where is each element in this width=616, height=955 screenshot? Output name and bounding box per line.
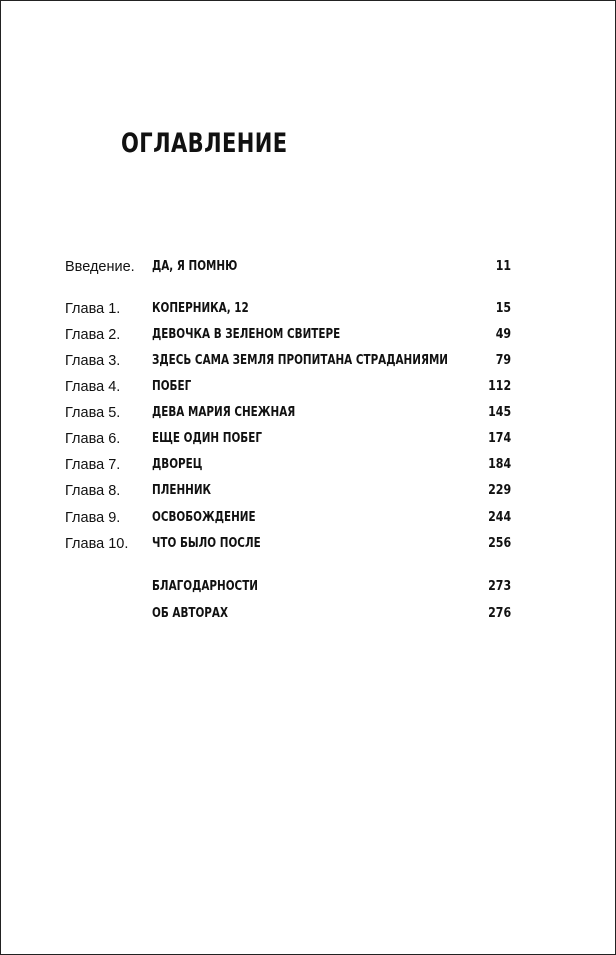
toc-entry-title: ПЛЕННИК — [152, 483, 212, 498]
toc-entry-title: ДЕВОЧКА В ЗЕЛЕНОМ СВИТЕРЕ — [152, 327, 341, 342]
toc-entry-page-number: 256 — [487, 536, 511, 551]
toc-entry-page-number: 112 — [487, 379, 511, 394]
toc-entry-prefix: Глава 4. — [65, 379, 121, 395]
toc-entry-title: ЕЩЕ ОДИН ПОБЕГ — [152, 431, 262, 446]
toc-entry-title: ОБ АВТОРАХ — [152, 606, 228, 621]
toc-entry-page-number: 145 — [487, 405, 511, 420]
toc-entry-prefix: Введение. — [65, 259, 135, 275]
toc-entry-prefix: Глава 3. — [65, 353, 121, 369]
toc-entry-title: ЗДЕСЬ САМА ЗЕМЛЯ ПРОПИТАНА СТРАДАНИЯМИ — [152, 353, 449, 368]
toc-entry-chapter-6[interactable] — [65, 429, 511, 449]
toc-entry-chapter-9[interactable] — [65, 508, 511, 528]
toc-entry-page-number: 11 — [495, 259, 511, 274]
toc-entry-prefix: Глава 5. — [65, 405, 121, 421]
toc-entry-prefix: Глава 9. — [65, 510, 121, 526]
toc-entry-about-authors[interactable] — [65, 604, 511, 624]
toc-entry-page-number: 79 — [495, 353, 511, 368]
toc-entry-page-number: 49 — [495, 327, 511, 342]
toc-entry-page-number: 273 — [487, 579, 511, 594]
toc-entry-prefix: Глава 1. — [65, 301, 121, 317]
toc-entry-chapter-10[interactable] — [65, 534, 511, 554]
toc-entry-title: ПОБЕГ — [152, 379, 192, 394]
toc-entry-title: ДЕВА МАРИЯ СНЕЖНАЯ — [152, 405, 296, 420]
toc-entry-prefix: Глава 2. — [65, 327, 121, 343]
toc-entry-page-number: 276 — [487, 606, 511, 621]
toc-entry-page-number: 229 — [487, 483, 511, 498]
toc-entry-title: КОПЕРНИКА, 12 — [152, 301, 249, 316]
toc-entry-acknowledgements[interactable] — [65, 577, 511, 597]
toc-entry-chapter-4[interactable] — [65, 377, 511, 397]
toc-entry-prefix: Глава 6. — [65, 431, 121, 447]
toc-entry-prefix: Глава 10. — [65, 536, 129, 552]
toc-entry-chapter-1[interactable] — [65, 299, 511, 319]
toc-entry-intro[interactable] — [65, 257, 511, 277]
toc-entry-chapter-5[interactable] — [65, 403, 511, 423]
toc-entry-prefix: Глава 8. — [65, 483, 121, 499]
toc-entry-title: ДВОРЕЦ — [152, 457, 203, 472]
toc-entry-chapter-2[interactable] — [65, 325, 511, 345]
toc-entry-title: ОСВОБОЖДЕНИЕ — [152, 510, 256, 525]
toc-entry-title: ДА, Я ПОМНЮ — [152, 259, 238, 274]
page-title: ОГЛАВЛЕНИЕ — [121, 128, 288, 159]
toc-entry-page-number: 244 — [487, 510, 511, 525]
toc-entry-chapter-7[interactable] — [65, 455, 511, 475]
toc-entry-page-number: 184 — [487, 457, 511, 472]
toc-entry-prefix: Глава 7. — [65, 457, 121, 473]
toc-entry-chapter-8[interactable] — [65, 481, 511, 501]
toc-entry-page-number: 15 — [495, 301, 511, 316]
toc-entry-title: БЛАГОДАРНОСТИ — [152, 579, 258, 594]
toc-entry-page-number: 174 — [487, 431, 511, 446]
toc-entry-title: ЧТО БЫЛО ПОСЛЕ — [152, 536, 261, 551]
toc-entry-chapter-3[interactable] — [65, 351, 511, 371]
